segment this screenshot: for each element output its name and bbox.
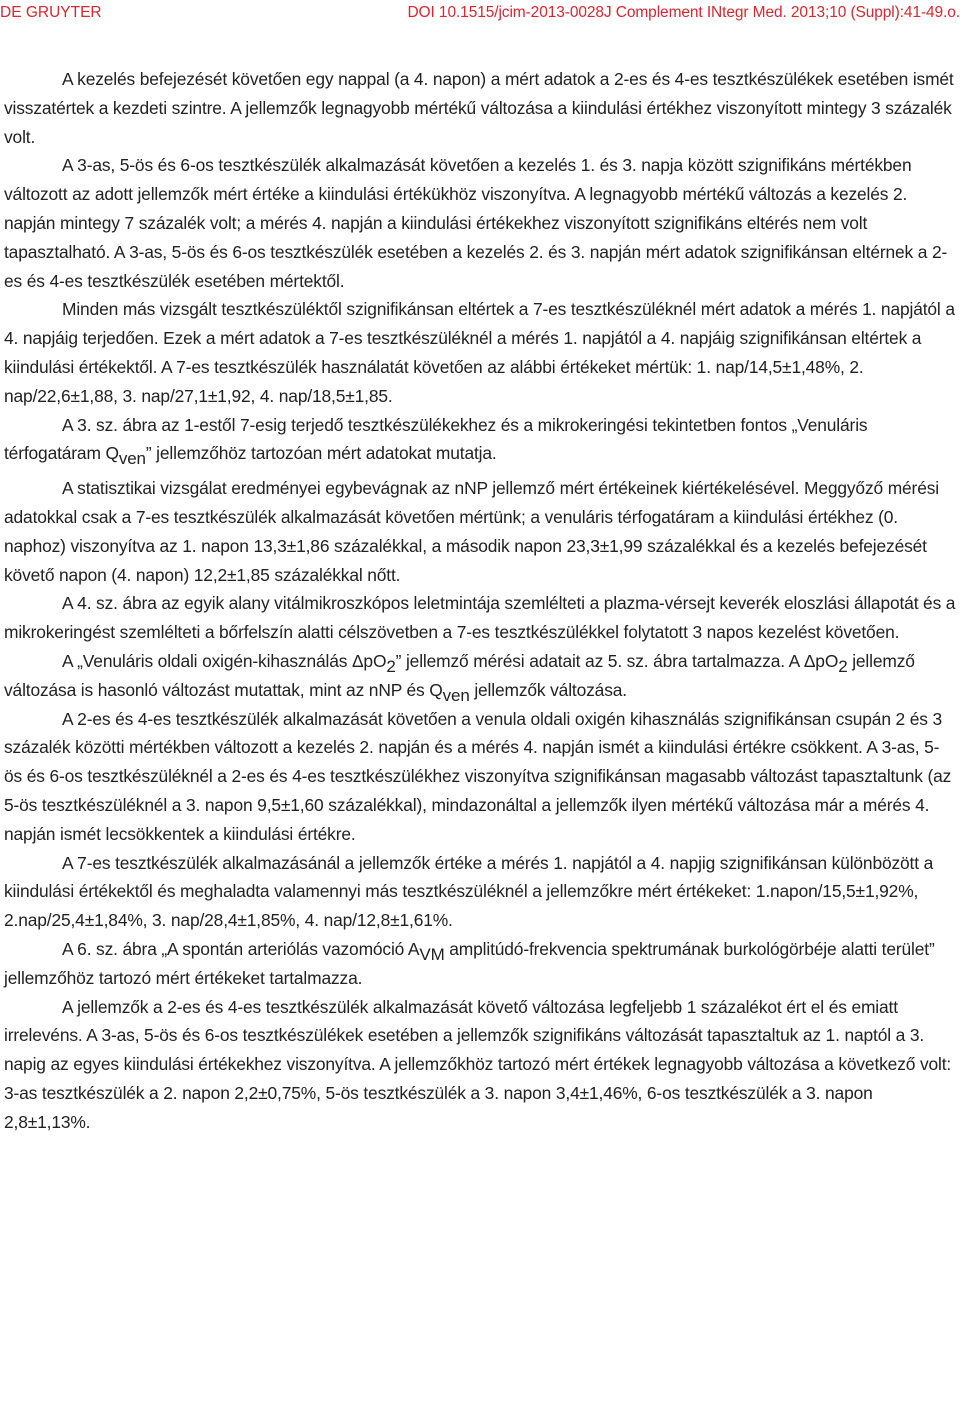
subscript: 2 <box>838 656 848 676</box>
paragraph <box>4 935 956 993</box>
page-header <box>0 4 960 26</box>
paragraph <box>4 647 956 705</box>
text-run: ” jellemző mérési adatait az 5. sz. ábra tartalmazza. A ΔpO <box>395 650 839 671</box>
paragraph: A 2-es és 4-es tesztkészülék alkalmazását követően a venula oldali oxigén kihasználás szignifikánsan csupán 2 és 3 százalék közötti mértékben változott a kezelés 2. napján és a mérés 4. napján ismét a kiindulási értékre csökkent. A 3-as, 5-ös és 6-os tesztkészüléknél a 2-es és 4-es tesztkészülékhez viszonyítva szignifikánsan magasabb változást tapasztaltunk (az 5-ös tesztkészüléknél a 3. napon 9,5±1,60 százalékkal), mindazonáltal a jellemzők ilyen mértékű változása már a mérés 4. napján ismét lecsökkentek a kiindulási értékre. <box>4 708 952 844</box>
publisher-name: DE GRUYTER <box>0 4 102 21</box>
article-body <box>4 65 956 1136</box>
text-run: jellemző változása is hasonló változást mutattak, mint az nNP és Q <box>4 650 915 700</box>
subscript: ven <box>442 685 470 705</box>
subscript: ven <box>118 449 146 469</box>
paragraph: A 3-as, 5-ös és 6-os tesztkészülék alkalmazását követően a kezelés 1. és 3. napja között szignifikáns mértékben változott az adott jellemzők mért értéke a kiindulási értékükhöz viszonyítva. A legnagyobb mértékű változás a kezelés 2. napján mintegy 7 százalék volt; a mérés 4. napján a kiindulási értékekhez viszonyított szignifikáns eltérés nem volt tapasztalható. A 3-as, 5-ös és 6-os tesztkészülék esetében a kezelés 2. és 3. napján mért adatok szignifikánsan eltérnek a 2-es és 4-es tesztkészülék esetében mértektől. <box>4 155 948 291</box>
doi-citation: DOI 10.1515/jcim-2013-0028J Complement INtegr Med. 2013;10 (Suppl):41-49.o. <box>407 4 960 21</box>
paragraph: A 4. sz. ábra az egyik alany vitálmikroszkópos leletmintája szemlélteti a plazma-vérsejt keverék eloszlási állapotát és a mikrokeringést szemlélteti a bőrfelszín alatti célszövetben a 7-es tesztkészülékkel folytatott 3 napos kezelést követően. <box>4 593 956 643</box>
text-run: A „Venuláris oldali oxigén-kihasználás ΔpO <box>62 650 387 671</box>
text-run: ” jellemzőhöz tartozóan mért adatokat mutatja. <box>145 443 497 464</box>
paragraph: Minden más vizsgált tesztkészüléktől szignifikánsan eltértek a 7-es tesztkészüléknél mért adatok a mérés 1. napjától a 4. napjáig terjedően. Ezek a mért adatok a 7-es tesztkészüléknél a mérés 1. napjától a 4. napjáig szignifikánsan eltértek a kiindulási értékektől. A 7-es tesztkészülék használatát követően az alábbi értékeket mértük: 1. nap/14,5±1,48%, 2. nap/22,6±1,88, 3. nap/27,1±1,92, 4. nap/18,5±1,85. <box>4 299 955 406</box>
paragraph: A kezelés befejezését követően egy nappal (a 4. napon) a mért adatok a 2-es és 4-es tesztkészülékek esetében ismét visszatértek a kezdeti szintre. A jellemzők legnagyobb mértékű változása a kiindulási értékhez viszonyított mintegy 3 százalék volt. <box>4 69 954 147</box>
text-run: jellemzők változása. <box>469 679 627 700</box>
paragraph <box>4 411 956 469</box>
text-run: amplitúdó-frekvencia spektrumának burkológörbéje alatti terület” jellemzőhöz tartozó mért értékeket tartalmazza. <box>4 938 935 988</box>
text-run: A 3. sz. ábra az 1-estől 7-esig terjedő tesztkészülékekhez és a mikrokeringési tekintetben fontos „Venuláris térfogatáram Q <box>4 414 868 464</box>
subscript: VM <box>419 944 445 964</box>
paragraph: A jellemzők a 2-es és 4-es tesztkészülék alkalmazását követő változása legfeljebb 1 százalékot ért el és emiatt irrelevéns. A 3-as, 5-ös és 6-os tesztkészülékek esetében a jellemzők szignifikáns változását tapasztaltuk az 1. naptól a 3. napig az egyes kiindulási értékekhez viszonyítva. A jellemzőkhöz tartozó mért értékek legnagyobb változása a következő volt: 3-as tesztkészülék a 2. napon 2,2±0,75%, 5-ös tesztkészülék a 3. napon 3,4±1,46%, 6-os tesztkészülék a 3. napon 2,8±1,13%. <box>4 996 952 1132</box>
text-run: A 6. sz. ábra „A spontán arteriólás vazomóció A <box>62 938 420 959</box>
subscript: 2 <box>386 656 396 676</box>
paragraph: A 7-es tesztkészülék alkalmazásánál a jellemzők értéke a mérés 1. napjától a 4. napjig szignifikánsan különbözött a kiindulási értékektől és meghaladta valamennyi más tesztkészüléknél a jellemzőkre mért értékeket: 1.napon/15,5±1,92%, 2.nap/25,4±1,84%, 3. nap/28,4±1,85%, 4. nap/12,8±1,61%. <box>4 852 934 931</box>
paragraph: A statisztikai vizsgálat eredményei egybevágnak az nNP jellemző mért értékeinek kiértékelésével. Meggyőző mérési adatokkal csak a 7-es tesztkészülék alkalmazását követően mértünk; a venuláris térfogatáram a kiindulási értékhez (0. naphoz) viszonyítva az 1. napon 13,3±1,86 százalékkal, a második napon 23,3±1,99 százalékkal és a kezelés befejezését követő napon (4. napon) 12,2±1,85 százalékkal nőtt. <box>4 478 939 585</box>
